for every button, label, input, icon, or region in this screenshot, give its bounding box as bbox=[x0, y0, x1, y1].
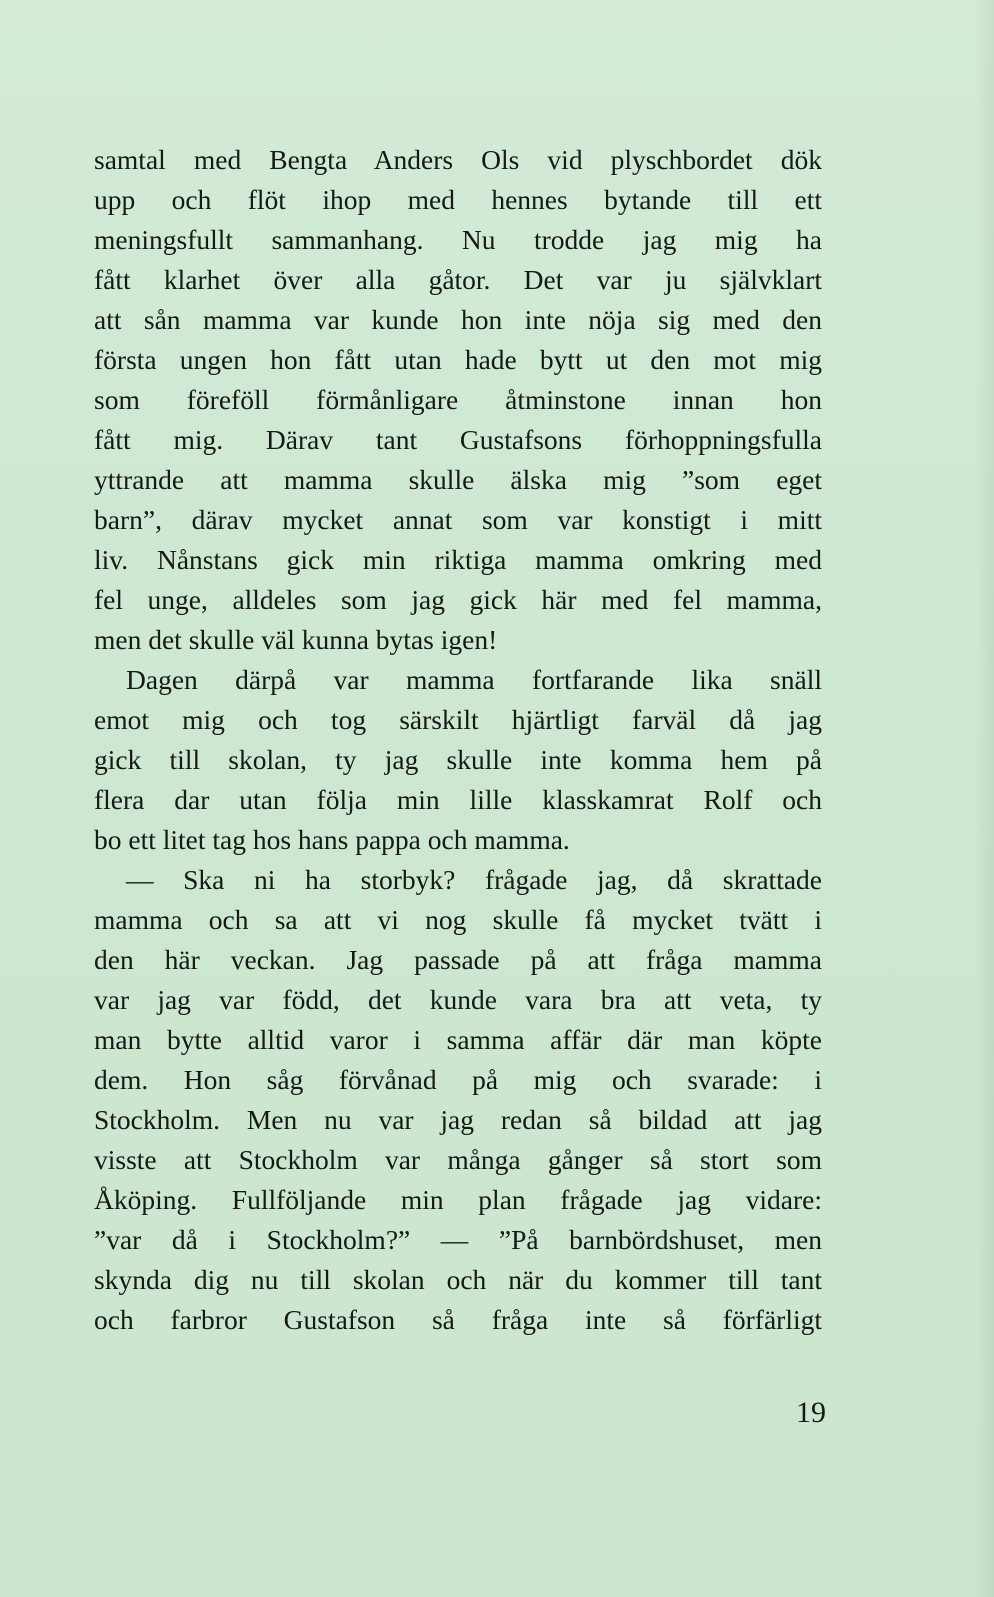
text-line: men det skulle väl kunna bytas igen! bbox=[94, 624, 498, 655]
text-line: samtal med Bengta Anders Ols vid plyschbordet dök bbox=[94, 144, 822, 175]
text-line: yttrande att mamma skulle älska mig ”som eget bbox=[94, 464, 822, 495]
text-line: ”var då i Stockholm?” — ”På barnbördshuset, men bbox=[94, 1224, 822, 1255]
text-line: — Ska ni ha storbyk? frågade jag, då skrattade bbox=[126, 864, 822, 895]
text-line: att sån mamma var kunde hon inte nöja sig med den bbox=[94, 304, 822, 335]
page-edge-shadow bbox=[976, 0, 994, 1597]
page-number: 19 bbox=[796, 1396, 826, 1429]
text-line: emot mig och tog särskilt hjärtligt farväl då jag bbox=[94, 704, 822, 735]
text-line: bo ett litet tag hos hans pappa och mamma. bbox=[94, 824, 570, 855]
body-text bbox=[94, 140, 822, 1340]
text-line: man bytte alltid varor i samma affär där man köpte bbox=[94, 1024, 822, 1055]
text-line: mamma och sa att vi nog skulle få mycket tvätt i bbox=[94, 904, 822, 935]
text-line: meningsfullt sammanhang. Nu trodde jag mig ha bbox=[94, 224, 822, 255]
text-line: var jag var född, det kunde vara bra att veta, ty bbox=[94, 984, 822, 1015]
text-line: Stockholm. Men nu var jag redan så bildad att jag bbox=[94, 1104, 822, 1135]
text-line: dem. Hon såg förvånad på mig och svarade: i bbox=[94, 1064, 822, 1095]
text-line: fel unge, alldeles som jag gick här med fel mamma, bbox=[94, 584, 822, 615]
text-line: liv. Nånstans gick min riktiga mamma omkring med bbox=[94, 544, 822, 575]
text-line: första ungen hon fått utan hade bytt ut den mot mig bbox=[94, 344, 822, 375]
text-line: barn”, därav mycket annat som var konstigt i mitt bbox=[94, 504, 822, 535]
text-line: fått klarhet över alla gåtor. Det var ju självklart bbox=[94, 264, 822, 295]
text-line: Åköping. Fullföljande min plan frågade jag vidare: bbox=[94, 1184, 822, 1215]
text-line: gick till skolan, ty jag skulle inte komma hem på bbox=[94, 744, 822, 775]
text-line: skynda dig nu till skolan och när du kommer till tant bbox=[94, 1264, 822, 1295]
text-line: Dagen därpå var mamma fortfarande lika snäll bbox=[126, 664, 822, 695]
text-line: och farbror Gustafson så fråga inte så förfärligt bbox=[94, 1304, 822, 1335]
text-line: visste att Stockholm var många gånger så stort som bbox=[94, 1144, 822, 1175]
text-line: upp och flöt ihop med hennes bytande till ett bbox=[94, 184, 822, 215]
text-line: som föreföll förmånligare åtminstone innan hon bbox=[94, 384, 822, 415]
text-line: flera dar utan följa min lille klasskamrat Rolf och bbox=[94, 784, 822, 815]
text-line: den här veckan. Jag passade på att fråga mamma bbox=[94, 944, 822, 975]
text-line: fått mig. Därav tant Gustafsons förhoppningsfulla bbox=[94, 424, 822, 455]
